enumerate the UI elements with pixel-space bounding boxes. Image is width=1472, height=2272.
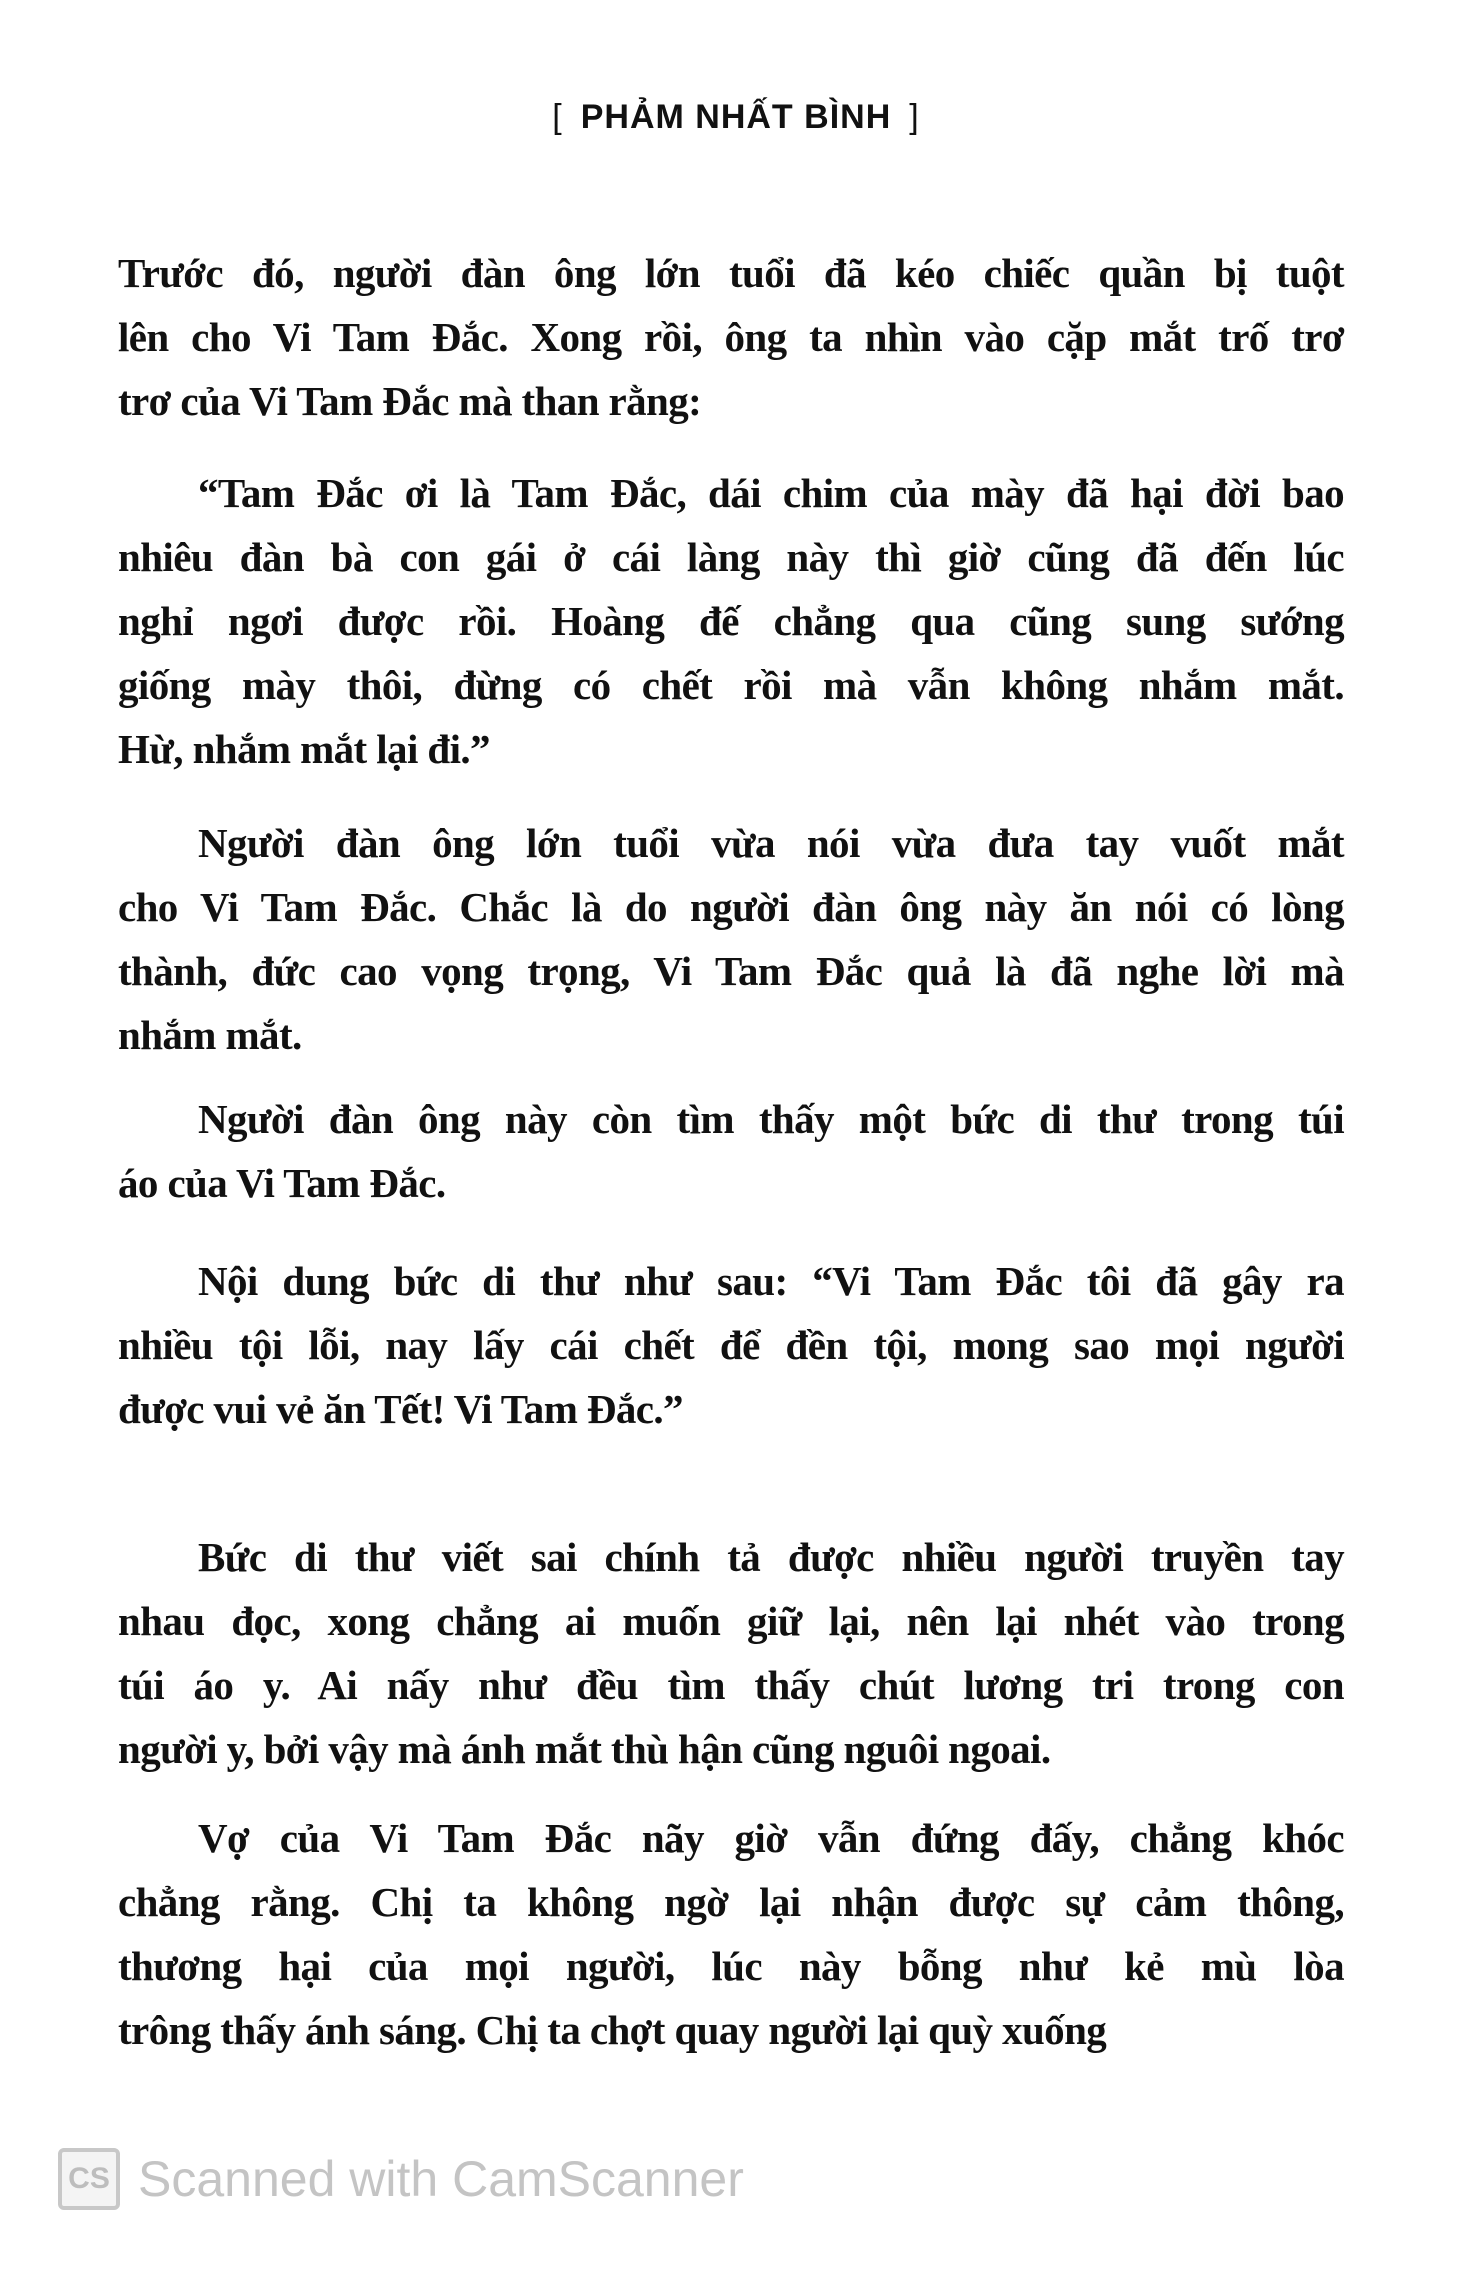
text-line: Nội dung bức di thư như sau: “Vi Tam Đắc tôi đã gây ra	[198, 1258, 1344, 1304]
text-line: nhiêu đàn bà con gái ở cái làng này thì giờ cũng đã đến lúc	[118, 534, 1344, 580]
paragraph	[118, 811, 1344, 1067]
text-line: Bức di thư viết sai chính tả được nhiều người truyền tay	[198, 1534, 1344, 1580]
paragraph	[118, 461, 1344, 781]
watermark-text: Scanned with CamScanner	[138, 2151, 744, 2207]
text-line: giống mày thôi, đừng có chết rồi mà vẫn không nhắm mắt.	[118, 662, 1344, 708]
text-line: “Tam Đắc ơi là Tam Đắc, dái chim của mày đã hại đời bao	[198, 470, 1344, 516]
paragraph	[118, 1806, 1344, 2062]
running-header	[0, 98, 1472, 137]
paragraph	[118, 1087, 1344, 1215]
text-line: nhắm mắt.	[118, 1012, 302, 1058]
text-line: chẳng rằng. Chị ta không ngờ lại nhận được sự cảm thông,	[118, 1879, 1344, 1925]
text-line: áo của Vi Tam Đắc.	[118, 1160, 446, 1206]
paragraph	[118, 1525, 1344, 1781]
paragraph	[118, 241, 1344, 433]
header-title: PHẢM NHẤT BÌNH	[580, 98, 892, 136]
text-line: được vui vẻ ăn Tết! Vi Tam Đắc.”	[118, 1386, 683, 1432]
text-line: trơ của Vi Tam Đắc mà than rằng:	[118, 378, 702, 424]
text-line: nhiều tội lỗi, nay lấy cái chết để đền tội, mong sao mọi người	[118, 1322, 1344, 1368]
text-line: túi áo y. Ai nấy như đều tìm thấy chút lương tri trong con	[118, 1662, 1344, 1708]
text-line: nhau đọc, xong chẳng ai muốn giữ lại, nên lại nhét vào trong	[118, 1598, 1344, 1644]
text-line: trông thấy ánh sáng. Chị ta chợt quay người lại quỳ xuống	[118, 2007, 1107, 2053]
text-line: Trước đó, người đàn ông lớn tuổi đã kéo chiếc quần bị tuột	[118, 250, 1344, 296]
text-line: người y, bởi vậy mà ánh mắt thù hận cũng nguôi ngoai.	[118, 1726, 1051, 1772]
close-bracket: ]	[909, 98, 920, 136]
text-line: Người đàn ông lớn tuổi vừa nói vừa đưa tay vuốt mắt	[198, 820, 1344, 866]
open-bracket: [	[552, 98, 563, 136]
camscanner-watermark	[58, 2148, 744, 2210]
text-line: nghỉ ngơi được rồi. Hoàng đế chẳng qua cũng sung sướng	[118, 598, 1344, 644]
text-line: Vợ của Vi Tam Đắc nãy giờ vẫn đứng đấy, chẳng khóc	[198, 1815, 1344, 1861]
text-line: cho Vi Tam Đắc. Chắc là do người đàn ông này ăn nói có lòng	[118, 884, 1344, 930]
camscanner-logo-icon: CS	[58, 2148, 120, 2210]
text-line: Người đàn ông này còn tìm thấy một bức di thư trong túi	[198, 1096, 1344, 1142]
text-line: thương hại của mọi người, lúc này bỗng như kẻ mù lòa	[118, 1943, 1344, 1989]
paragraph	[118, 1249, 1344, 1441]
text-line: thành, đức cao vọng trọng, Vi Tam Đắc quả là đã nghe lời mà	[118, 948, 1344, 994]
text-line: Hừ, nhắm mắt lại đi.”	[118, 726, 490, 772]
text-line: lên cho Vi Tam Đắc. Xong rồi, ông ta nhìn vào cặp mắt trố trơ	[118, 314, 1344, 360]
